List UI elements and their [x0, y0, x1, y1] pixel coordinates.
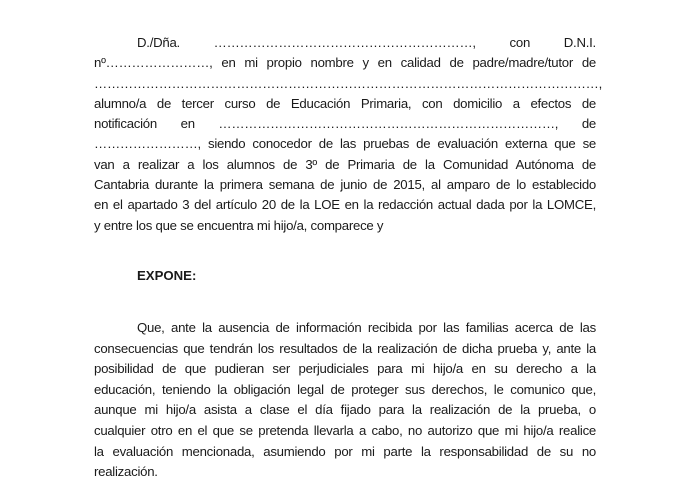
intro-line-8: Cantabria durante la primera semana de junio de 2015, al amparo de lo establecido: [94, 177, 596, 193]
body-line-8: realización.: [94, 464, 158, 480]
body-line-2: consecuencias que tendrán los resultados de la realización de dicha prueba y, ante la: [94, 340, 596, 356]
intro-line-3: ………………………………………………………………………………………………………,: [94, 75, 602, 91]
intro-line-4: alumno/a de tercer curso de Educación Primaria, con domicilio a efectos de: [94, 95, 596, 111]
expone-heading: EXPONE:: [137, 268, 197, 283]
body-line-5: aunque mi hijo/a asista a clase el día fijado para la realización de la prueba, o: [94, 402, 596, 418]
body-line-6: cualquier otro en el que se pretenda llevarla a cabo, no autorizo que mi hijo/a realice: [94, 422, 596, 438]
name-label: D./Dña.: [137, 35, 180, 50]
intro-line-10: y entre los que se encuentra mi hijo/a, comparece y: [94, 217, 384, 233]
intro-line-9: en el apartado 3 del artículo 20 de la LOE en la redacción actual dada por la LOMCE,: [94, 197, 596, 213]
intro-line-5: notificación en ……………………………………………………………………, de: [94, 116, 596, 132]
intro-line-1: [94, 33, 596, 53]
body-line-4: educación, teniendo la obligación legal de proteger sus derechos, le comunico que,: [94, 381, 596, 397]
name-blank: ……………………………………………………,: [213, 35, 476, 50]
intro-line-2: nº……………………, en mi propio nombre y en calidad de padre/madre/tutor de: [94, 55, 596, 71]
intro-paragraph: [94, 33, 602, 236]
intro-line-7: van a realizar a los alumnos de 3º de Primaria de la Comunidad Autónoma de: [94, 156, 596, 172]
dni-label: D.N.I.: [563, 35, 596, 50]
body-paragraph: [94, 318, 596, 483]
intro-line-6: ……………………, siendo conocedor de las pruebas de evaluación externa que se: [94, 136, 596, 152]
con-label: con: [509, 35, 531, 50]
body-line-1: Que, ante la ausencia de información recibida por las familias acerca de las: [137, 320, 596, 335]
body-line-3: posibilidad de que pudieran ser perjudiciales para mi hijo/a en su derecho a la: [94, 361, 596, 377]
body-line-7: la evaluación mencionada, asumiendo por mi parte la responsabilidad de su no: [94, 443, 596, 459]
